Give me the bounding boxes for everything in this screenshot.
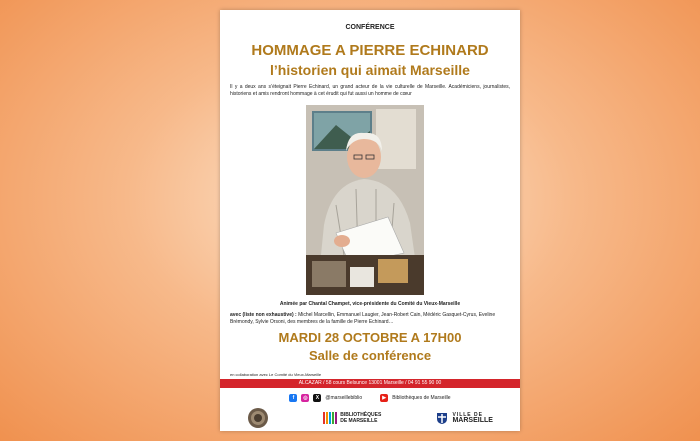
poster — [220, 10, 520, 431]
ville-marseille-logo — [435, 411, 492, 425]
speakers-label: avec (liste non exhaustive) : — [230, 312, 297, 318]
instagram-icon[interactable]: ◎ — [303, 395, 308, 401]
bibliotheques-line1: BIBLIOTHÈQUES — [340, 412, 382, 418]
event-date: MARDI 28 OCTOBRE A 17H00 — [278, 330, 462, 345]
bibliotheques-bars-icon — [323, 412, 337, 424]
youtube-icon[interactable]: ▶ — [380, 394, 388, 402]
address-bar: ALCAZAR / 58 cours Belsunce 13001 Marseille / 04 91 55 90 00 — [220, 379, 520, 388]
moderator-line: Animée par Chantal Champet, vice-présidente du Comité du Vieux-Marseille — [279, 301, 461, 307]
kicker: CONFÉRENCE — [345, 24, 395, 31]
marseille-crest-icon — [435, 411, 449, 425]
speakers-list: Michel Marcellin, Emmanuel Laugier, Jean-Robert Cain, Médéric Gasquet-Cyrus, Eveline Brémondy, Sylvie Orsoni, des membres de la famille de Pierre Echinard… — [230, 312, 496, 325]
ville-line2: MARSEILLE — [452, 417, 493, 424]
event-room: Salle de conférence — [308, 348, 432, 363]
youtube-label[interactable]: Bibliothèques de Marseille — [392, 395, 451, 401]
social-row — [220, 392, 520, 404]
portrait-photo — [306, 105, 424, 295]
facebook-icon[interactable]: f — [289, 394, 297, 402]
comite-seal-logo — [247, 407, 269, 429]
ville-line1: VILLE DE — [452, 412, 483, 418]
x-icon[interactable]: X — [313, 394, 321, 402]
poster-title: HOMMAGE A PIERRE ECHINARD — [251, 42, 489, 59]
poster-subtitle: l’historien qui aimait Marseille — [270, 62, 470, 78]
bibliotheques-line2: DE MARSEILLE — [340, 418, 378, 424]
social-handle[interactable]: @marseillebiblio — [325, 395, 363, 401]
collaboration-note: en collaboration avec Le Comité du Vieux-Marseille — [230, 372, 322, 377]
partner-logos — [220, 408, 520, 428]
portrait-illustration — [306, 105, 424, 295]
speakers-paragraph — [230, 312, 510, 325]
bibliotheques-logo — [323, 412, 381, 424]
intro-paragraph: Il y a deux ans s’éteignait Pierre Echinard, un grand acteur de la vie culturelle de Marseille. Académiciens, journalistes, historiens et amis rendront hommage à cet érudit qui fut aussi un homme de cœur — [230, 84, 510, 97]
